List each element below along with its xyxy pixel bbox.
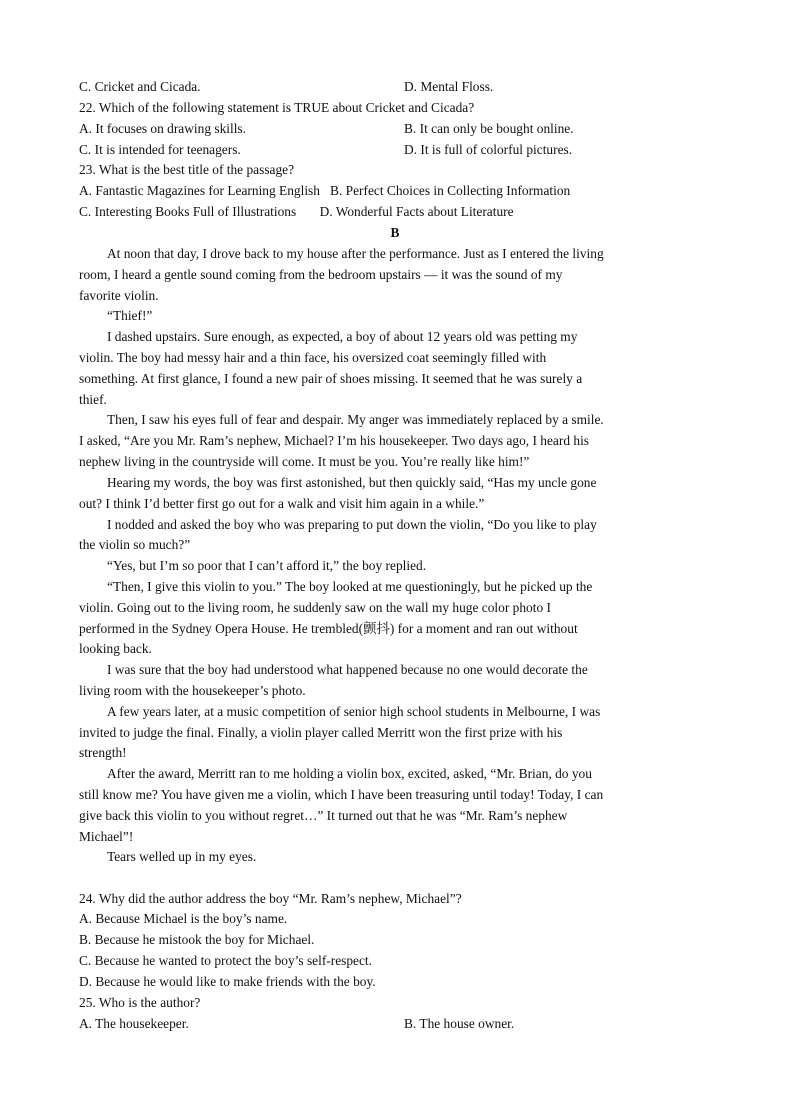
passage-line: room, I heard a gentle sound coming from the bedroom upstairs — it was the sound of my xyxy=(79,267,563,282)
passage-line: living room with the housekeeper’s photo. xyxy=(79,683,306,698)
passage-line: invited to judge the final. Finally, a violin player called Merritt won the first prize with his xyxy=(79,725,563,740)
passage-line: Then, I saw his eyes full of fear and despair. My anger was immediately replaced by a smile. xyxy=(107,412,604,427)
q22-question: 22. Which of the following statement is TRUE about Cricket and Cicada? xyxy=(79,100,475,115)
passage-line: thief. xyxy=(79,392,107,407)
passage-line: looking back. xyxy=(79,641,152,656)
passage-line: After the award, Merritt ran to me holding a violin box, excited, asked, “Mr. Brian, do you xyxy=(107,766,592,781)
passage-line: violin. Going out to the living room, he suddenly saw on the wall my huge color photo I xyxy=(79,600,551,615)
q22-option-d: D. It is full of colorful pictures. xyxy=(404,142,573,157)
q22-option-b: B. It can only be bought online. xyxy=(404,121,574,136)
section-heading: B xyxy=(390,225,400,240)
passage-line: I asked, “Are you Mr. Ram’s nephew, Michael? I’m his housekeeper. Two days ago, I heard his xyxy=(79,433,589,448)
passage-line: A few years later, at a music competition of senior high school students in Melbourne, I was xyxy=(107,704,601,719)
q24-question: 24. Why did the author address the boy “Mr. Ram’s nephew, Michael”? xyxy=(79,891,462,906)
passage-line: out? I think I’d better first go out for a walk and visit him again in a while.” xyxy=(79,496,485,511)
passage-line: Tears welled up in my eyes. xyxy=(107,849,257,864)
passage-line: Michael”! xyxy=(79,829,134,844)
passage-line: Hearing my words, the boy was first astonished, but then quickly said, “Has my uncle gone xyxy=(107,475,597,490)
passage-line: “Yes, but I’m so poor that I can’t afford it,” the boy replied. xyxy=(107,558,427,573)
passage-line: performed in the Sydney Opera House. He trembled(颤抖) for a moment and ran out without xyxy=(79,621,578,636)
q25-option-b: B. The house owner. xyxy=(404,1016,515,1031)
passage-line: I nodded and asked the boy who was preparing to put down the violin, “Do you like to play xyxy=(107,517,597,532)
q22-option-c: C. It is intended for teenagers. xyxy=(79,142,241,157)
passage-line: “Then, I give this violin to you.” The boy looked at me questioningly, but he picked up the xyxy=(107,579,593,594)
passage-line: violin. The boy had messy hair and a thin face, his oversized coat seemingly filled with xyxy=(79,350,547,365)
q23-question: 23. What is the best title of the passage? xyxy=(79,162,295,177)
q24-option-b: B. Because he mistook the boy for Michael. xyxy=(79,932,315,947)
passage-line: the violin so much?” xyxy=(79,537,191,552)
passage-line: favorite violin. xyxy=(79,288,159,303)
passage-line: something. At first glance, I found a new pair of shoes missing. It seemed that he was surely a xyxy=(79,371,583,386)
q25-question: 25. Who is the author? xyxy=(79,995,201,1010)
passage-line: “Thief!” xyxy=(107,308,153,323)
passage-line: give back this violin to you without regret…” It turned out that he was “Mr. Ram’s nephew xyxy=(79,808,568,823)
q21-option-d: D. Mental Floss. xyxy=(404,79,494,94)
q21-option-c: C. Cricket and Cicada. xyxy=(79,79,201,94)
q23-options-line1: A. Fantastic Magazines for Learning English B. Perfect Choices in Collecting Information xyxy=(79,183,571,198)
q24-option-c: C. Because he wanted to protect the boy’s self-respect. xyxy=(79,953,373,968)
passage-line: I was sure that the boy had understood what happened because no one would decorate the xyxy=(107,662,588,677)
q24-option-a: A. Because Michael is the boy’s name. xyxy=(79,911,288,926)
passage-line: I dashed upstairs. Sure enough, as expected, a boy of about 12 years old was petting my xyxy=(107,329,578,344)
passage-line: still know me? You have given me a violin, which I have been treasuring until today! Today, I can xyxy=(79,787,604,802)
q23-options-line2: C. Interesting Books Full of Illustrations D. Wonderful Facts about Literature xyxy=(79,204,514,219)
passage-line: At noon that day, I drove back to my house after the performance. Just as I entered the living xyxy=(107,246,604,261)
q24-option-d: D. Because he would like to make friends with the boy. xyxy=(79,974,376,989)
q25-option-a: A. The housekeeper. xyxy=(79,1016,189,1031)
passage-line: strength! xyxy=(79,745,127,760)
q22-option-a: A. It focuses on drawing skills. xyxy=(79,121,246,136)
passage-line: nephew living in the countryside will come. It must be you. You’re really like him!” xyxy=(79,454,530,469)
